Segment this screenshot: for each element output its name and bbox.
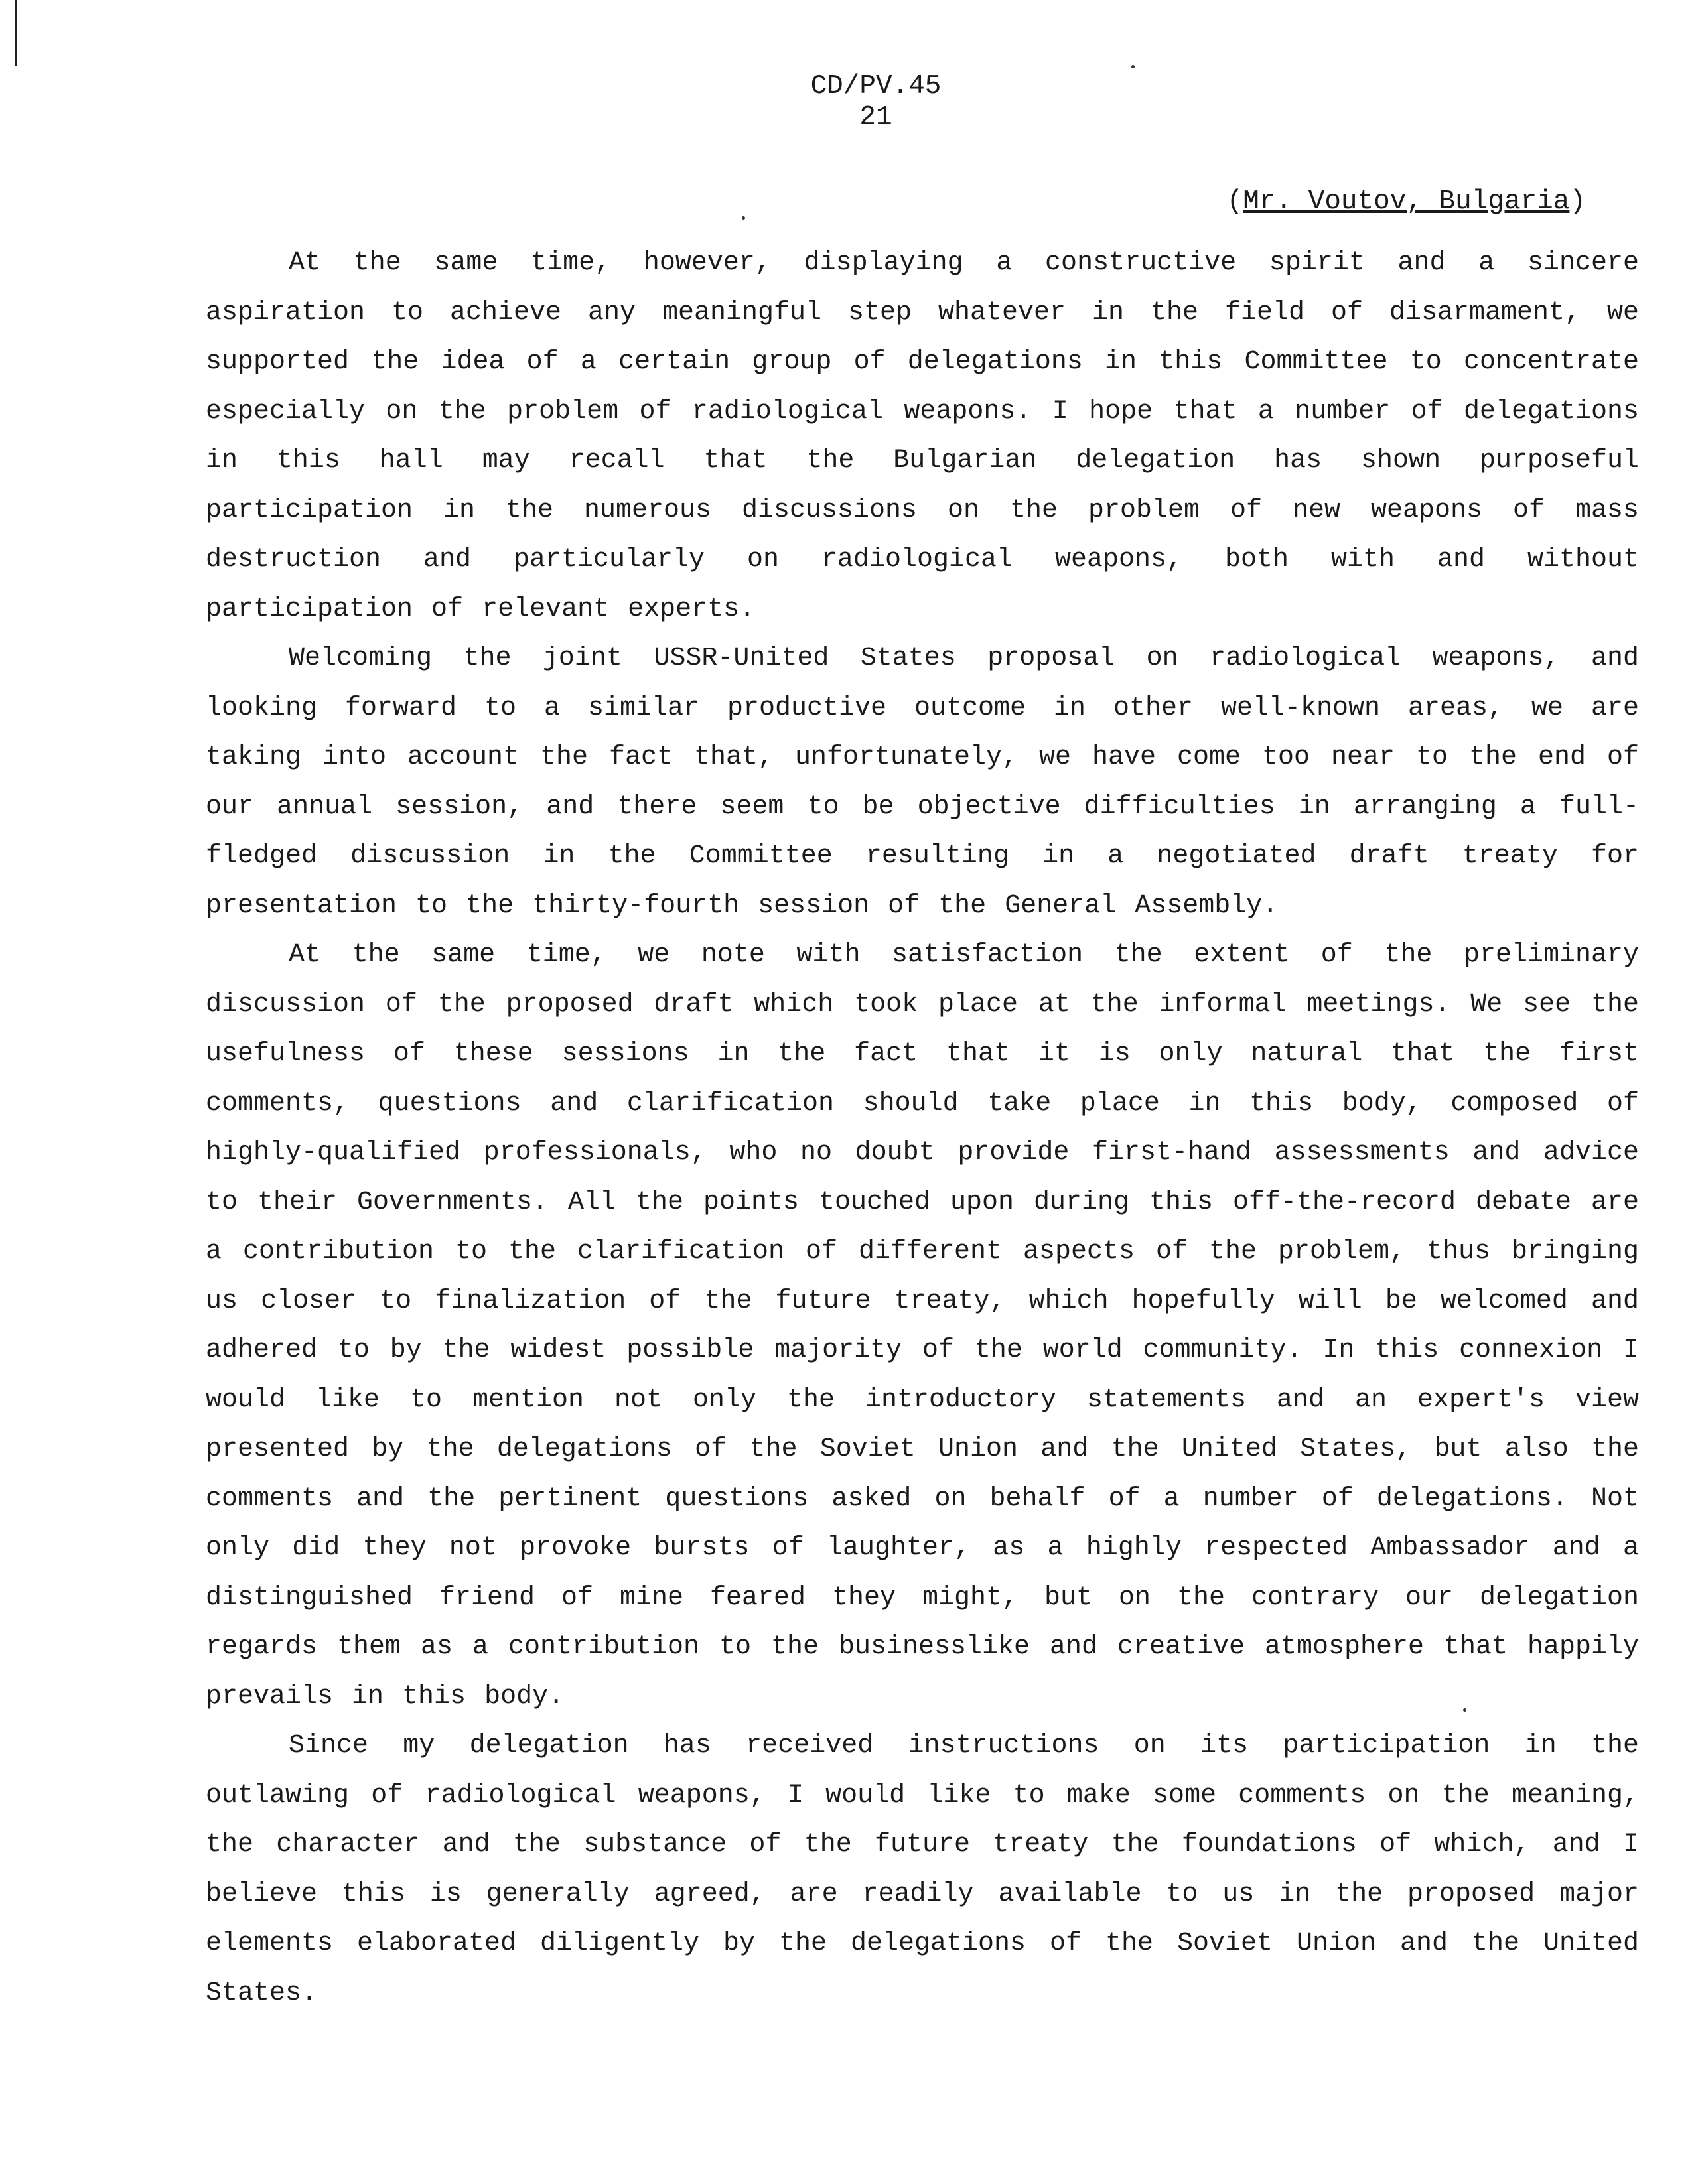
speaker-attribution: (Mr. Voutov, Bulgaria) (1226, 186, 1586, 217)
scan-speck (1463, 1708, 1466, 1712)
paragraph: Welcoming the joint USSR-United States proposal on radiological weapons, and looking forward to a similar productive outcome in other well-known areas, we are taking into account the fact that, unfortunately, we have come too near to the end of our annual session, and there seem to be objective difficulties in arranging a full-fledged discussion in the Committee resulting in a negotiated draft treaty for presentation to the thirty-fourth session of the General Assembly. (206, 644, 1639, 921)
speaker-name: Mr. Voutov, Bulgaria (1243, 186, 1570, 217)
page-edge-line (15, 0, 17, 66)
scan-speck (742, 216, 745, 220)
page-number: 21 (859, 102, 892, 133)
scan-speck (1131, 65, 1135, 68)
document-symbol: CD/PV.45 (810, 71, 942, 102)
paragraph: Since my delegation has received instructions on its participation in the outlawing of radiological weapons, I would like to make some comments on the meaning, the character and the substance of the future treaty the foundations of which, and I believe this is generally agreed, are readily available to us in the proposed major elements elaborated diligently by the delegations of the Soviet Union and the United States. (206, 1731, 1639, 2008)
paragraph: At the same time, we note with satisfaction the extent of the preliminary discussion of the proposed draft which took place at the informal meetings. We see the usefulness of these sessions in the fact that it is only natural that the first comments, questions and clarification should take place in this body, composed of highly-qualified professionals, who no doubt provide first-hand assessments and advice to their Governments. All the points touched upon during this off-the-record debate are a contribution to the clarification of different aspects of the problem, thus bringing us closer to finalization of the future treaty, which hopefully will be welcomed and adhered to by the widest possible majority of the world community. In this connexion I would like to mention not only the introductory statements and an expert's view presented by the delegations of the Soviet Union and the United States, but also the comments and the pertinent questions asked on behalf of a number of delegations. Not only did they not provoke bursts of laughter, as a highly respected Ambassador and a distinguished friend of mine feared they might, but on the contrary our delegation regards them as a contribution to the businesslike and creative atmosphere that happily prevails in this body. (206, 940, 1639, 1712)
statement-body (206, 239, 1639, 2018)
paragraph: At the same time, however, displaying a constructive spirit and a sincere aspiration to achieve any meaningful step whatever in the field of disarmament, we supported the idea of a certain group of delegations in this Committee to concentrate especially on the problem of radiological weapons. I hope that a number of delegations in this hall may recall that the Bulgarian delegation has shown purposeful participation in the numerous discussions on the problem of new weapons of mass destruction and particularly on radiological weapons, both with and without participation of relevant experts. (206, 248, 1639, 624)
